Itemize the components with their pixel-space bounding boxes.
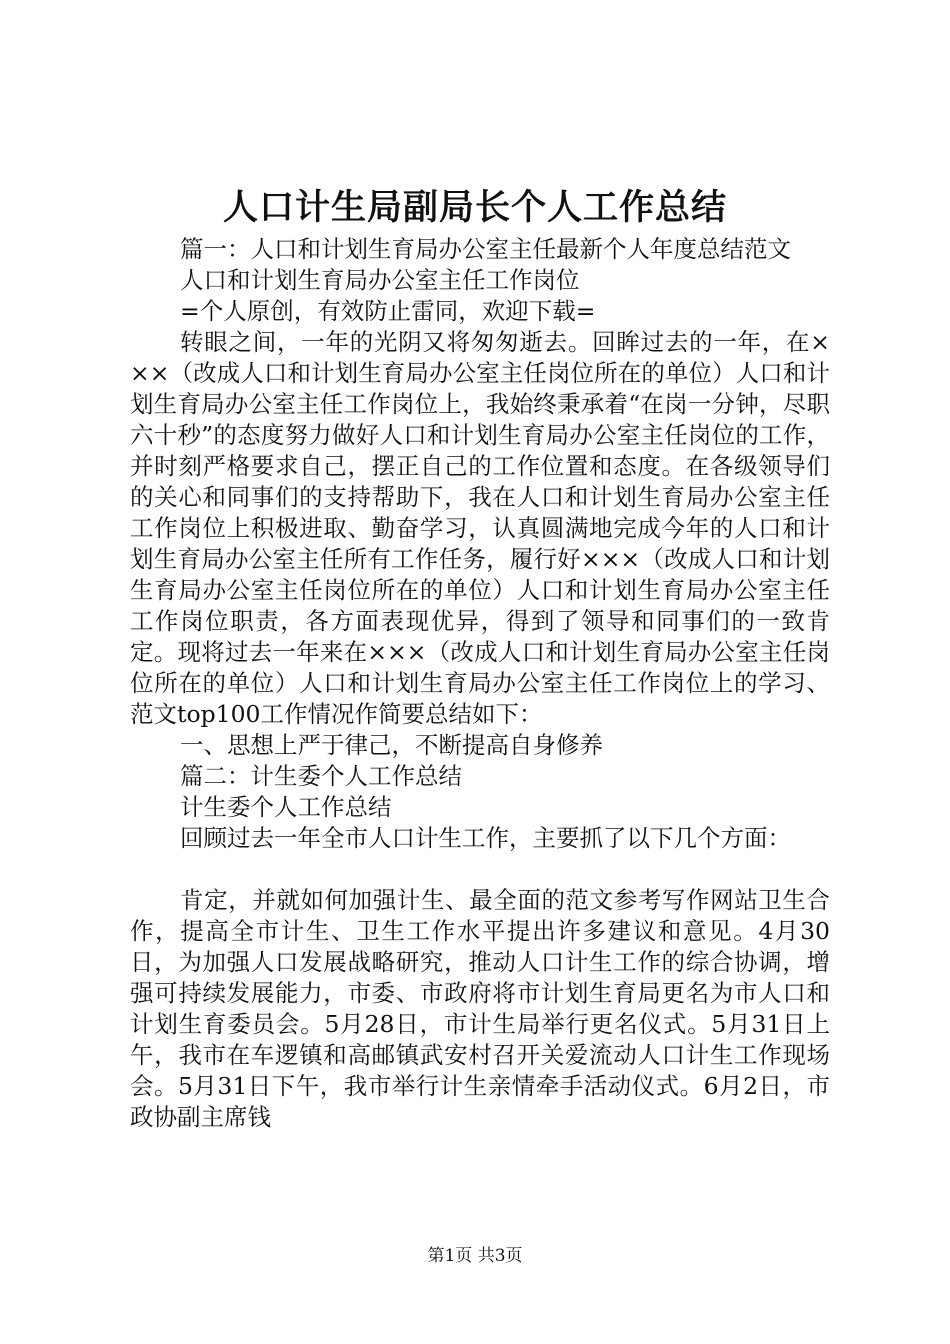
paragraph-section-one-heading: 篇一：人口和计划生育局办公室主任最新个人年度总结范文 (180, 235, 791, 263)
paragraph-section-two-heading: 篇二：计生委个人工作总结 (180, 762, 462, 790)
paragraph-cooperation-events: 肯定，并就如何加强计生、最全面的范文参考写作网站卫生合作，提高全市计生、卫生工作水平提出许多建议和意见。4月30日，为加强人口发展战略研究，推动人口计生工作的综合协调，增强可持续发展能力，市委、市政府将市计划生育局更名为市人口和计划生育委员会。5月28日，市计生局举行更名仪式。5月31日上午，我市在车逻镇和高邮镇武安村召开关爱流动人口计生工作现场会。5月31日下午，我市举行计生亲情牵手活动仪式。6月2日，市政协副主席钱 (130, 886, 830, 1131)
paragraph-spacer (130, 854, 830, 885)
paragraph-job-title: 人口和计划生育局办公室主任工作岗位 (180, 266, 580, 294)
paragraph-review-intro: 回顾过去一年全市人口计生工作，主要抓了以下几个方面： (180, 824, 791, 852)
paragraph-original-note: =个人原创，有效防止雷同，欢迎下载= (180, 297, 596, 325)
paragraph-point-one: 一、思想上严于律己，不断提高自身修养 (180, 731, 603, 759)
page-number-footer: 第1页 共3页 (427, 1246, 523, 1266)
document-title: 人口计生局副局长个人工作总结 (222, 188, 727, 228)
document-body (130, 234, 830, 1133)
paragraph-year-review: 转眼之间，一年的光阴又将匆匆逝去。回眸过去的一年，在×××（改成人口和计划生育局办公室主任岗位所在的单位）人口和计划生育局办公室主任工作岗位上，我始终秉承着“在岗一分钟，尽职六十秒”的态度努力做好人口和计划生育局办公室主任岗位的工作，并时刻严格要求自己，摆正自己的工作位置和态度。在各级领导们的关心和同事们的支持帮助下，我在人口和计划生育局办公室主任工作岗位上积极进取、勤奋学习，认真圆满地完成今年的人口和计划生育局办公室主任所有工作任务，履行好×××（改成人口和计划生育局办公室主任岗位所在的单位）人口和计划生育局办公室主任工作岗位职责，各方面表现优异，得到了领导和同事们的一致肯定。现将过去一年来在×××（改成人口和计划生育局办公室主任岗位所在的单位）人口和计划生育局办公室主任工作岗位上的学习、范文top100工作情况作简要总结如下： (130, 328, 830, 728)
paragraph-section-two-title: 计生委个人工作总结 (180, 793, 392, 821)
